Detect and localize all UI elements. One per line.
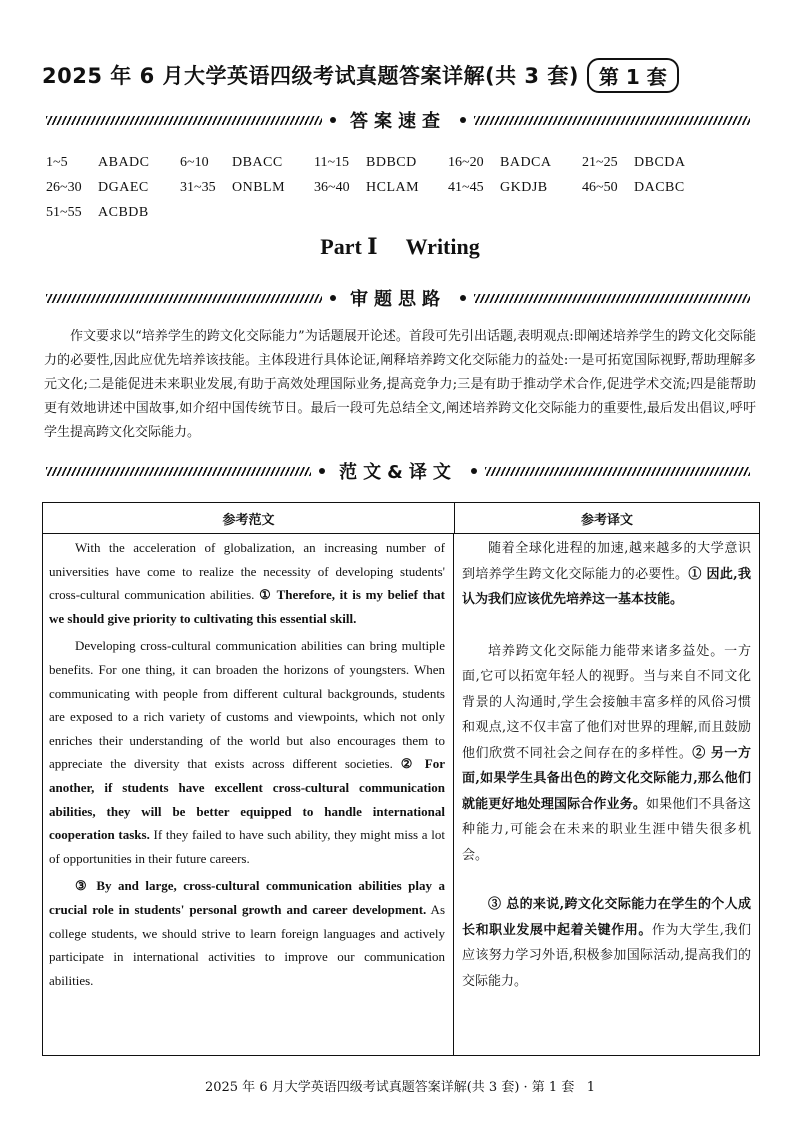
answer-row: [46, 150, 756, 175]
answer-range: 31~35: [180, 179, 216, 195]
section-title: 答案速查: [350, 111, 446, 132]
answer-group: [46, 205, 180, 221]
answer-range: 41~45: [448, 179, 484, 195]
essay-paragraph-1: [49, 536, 445, 630]
bullet-dot-icon: [460, 117, 466, 123]
answer-range: 6~10: [180, 154, 209, 170]
translation-paragraph-3: [462, 892, 751, 994]
translation-paragraph-2: [462, 639, 751, 869]
page-title: 2025 年 6 月大学英语四级考试真题答案详解(共 3 套): [42, 64, 579, 88]
translation-header: 参考译文: [580, 512, 633, 528]
answer-group: [448, 180, 582, 196]
hatch-divider: [485, 467, 750, 476]
answer-letters: GKDJB: [500, 179, 548, 195]
answer-range: 51~55: [46, 204, 82, 220]
translation-text: 作为大学生,我们应该努力学习外语,积极参加国际活动,提高我们的交际能力。: [462, 922, 751, 989]
answer-letters: DGAEC: [98, 179, 149, 195]
sample-essay-cell: [43, 534, 454, 1055]
table-body-row: [43, 534, 759, 1055]
answer-range: 1~5: [46, 154, 68, 170]
bullet-dot-icon: [319, 468, 325, 474]
essay-text: If they failed to have such ability, they might miss a lot of opportunities in their future careers.: [49, 827, 445, 866]
part-name: Writing: [405, 234, 480, 259]
answer-group: [582, 155, 716, 171]
answer-letters: BADCA: [500, 154, 552, 170]
answer-letters: ACBDB: [98, 204, 149, 220]
translation-paragraph-1: [462, 536, 751, 613]
section-header-analysis: [46, 284, 750, 312]
hatch-divider: [474, 294, 750, 303]
translation-text: 如果他们不具备这种能力,可能会在未来的职业生涯中错失很多机会。: [462, 796, 751, 863]
essay-text: Developing cross-cultural communication abilities can bring multiple benefits. For one thing, it can broaden the horizons of youngsters. When communicating with people from different cultural backgrounds, students are exposed to a rich variety of customs and viewpoints, which not only enriches their understanding of the world but also encourages them to appreciate the diversity that exists across different societies.: [49, 638, 445, 772]
answer-row: [46, 175, 756, 200]
answer-key: [46, 150, 756, 225]
answer-range: 46~50: [582, 179, 618, 195]
answer-letters: ONBLM: [232, 179, 286, 195]
translation-key-sentence: ② 另一方面,如果学生具备出色的跨文化交际能力,那么他们就能更好地处理国际合作业务。: [462, 745, 751, 812]
answer-range: 36~40: [314, 179, 350, 195]
section-header-sample: [46, 457, 750, 485]
essay-key-sentence: ③ By and large, cross-cultural communication abilities play a crucial role in students' personal growth and career development.: [49, 878, 445, 917]
translation-text: 培养跨文化交际能力能带来诸多益处。一方面,它可以拓宽年轻人的视野。当与来自不同文化背景的人沟通时,学生会接触丰富多样的风俗习惯和观点,这不仅丰富了他们对世界的理解,而且鼓励他们欣赏不同社会之间存在的多样性。: [462, 643, 751, 761]
bullet-dot-icon: [330, 295, 336, 301]
answer-letters: ABADC: [98, 154, 150, 170]
essay-text: As college students, we should strive to learn foreign languages and actively participate in international activities to improve our communication abilities.: [49, 901, 445, 988]
hatch-divider: [46, 467, 311, 476]
translation-cell: [454, 534, 759, 1055]
essay-paragraph-2: [49, 634, 445, 870]
answer-group: [448, 155, 582, 171]
answer-group: [180, 155, 314, 171]
answer-range: 26~30: [46, 179, 82, 195]
answer-group: [582, 180, 716, 196]
section-title: 范文&译文: [339, 462, 457, 483]
essay-key-sentence: ① Therefore, it is my belief that we should give priority to cultivating this essential skill.: [49, 587, 446, 626]
answer-letters: DBACC: [232, 154, 283, 170]
translation-key-sentence: ③ 总的来说,跨文化交际能力在学生的个人成长和职业发展中起着关键作用。: [462, 897, 751, 938]
answer-letters: DACBC: [634, 179, 685, 195]
translation-key-sentence: ① 因此,我认为我们应该优先培养这一基本技能。: [462, 566, 751, 607]
answer-group: [314, 180, 448, 196]
answer-letters: HCLAM: [366, 179, 420, 195]
translation-text: 随着全球化进程的加速,越来越多的大学意识到培养学生跨文化交际能力的必要性。: [462, 541, 751, 582]
page-header: [42, 58, 758, 92]
answer-group: [180, 180, 314, 196]
analysis-paragraph: 作文要求以“培养学生的跨文化交际能力”为话题展开论述。首段可先引出话题,表明观点:即阐述培养学生的跨文化交际能力的必要性,因此应优先培养该技能。主体段进行具体论证,阐释培养跨文化交际能力的益处:一是可拓宽国际视野,帮助理解多元文化;二是能促进未来职业发展,有助于高效处理国际业务,提高竞争力;三是有助于推动学术合作,促进学术交流;四是能帮助更有效地讲述中国故事,如介绍中国传统节日。最后一段可先总结全文,阐述培养跨文化交际能力的重要性,最后发出倡议,呼吁学生提高跨文化交际能力。: [44, 329, 756, 440]
answer-row: [46, 200, 756, 225]
set-badge: 第 1 套: [587, 58, 679, 93]
answer-group: [46, 155, 180, 171]
essay-key-sentence: ② For another, if students have excellent cross-cultural communication abilities, they will be better equipped to handle international cooperation tasks.: [49, 756, 445, 843]
bullet-dot-icon: [330, 117, 336, 123]
answer-letters: DBCDA: [634, 154, 686, 170]
sample-essay-header: 参考范文: [43, 503, 455, 533]
hatch-divider: [46, 294, 322, 303]
answer-letters: BDBCD: [366, 154, 417, 170]
hatch-divider: [474, 116, 750, 125]
essay-table: [42, 502, 760, 1056]
answer-group: [46, 180, 180, 196]
essay-text: With the acceleration of globalization, an increasing number of universities have come to realize the necessity of developing students' cross-cultural communication abilities.: [49, 540, 445, 603]
answer-range: 16~20: [448, 154, 484, 170]
answer-range: 21~25: [582, 154, 618, 170]
part-heading: [0, 234, 800, 260]
answer-group: [314, 155, 448, 171]
page-footer: 2025 年 6 月大学英语四级考试真题答案详解(共 3 套) · 第 1 套 1: [204, 1080, 596, 1095]
part-label: Part Ⅰ: [320, 234, 378, 259]
bullet-dot-icon: [471, 468, 477, 474]
section-header-answers: [46, 106, 750, 134]
table-header-row: [43, 503, 759, 534]
section-title: 审题思路: [350, 289, 446, 310]
essay-paragraph-3: [49, 874, 445, 992]
hatch-divider: [46, 116, 322, 125]
answer-range: 11~15: [314, 154, 350, 170]
bullet-dot-icon: [460, 295, 466, 301]
